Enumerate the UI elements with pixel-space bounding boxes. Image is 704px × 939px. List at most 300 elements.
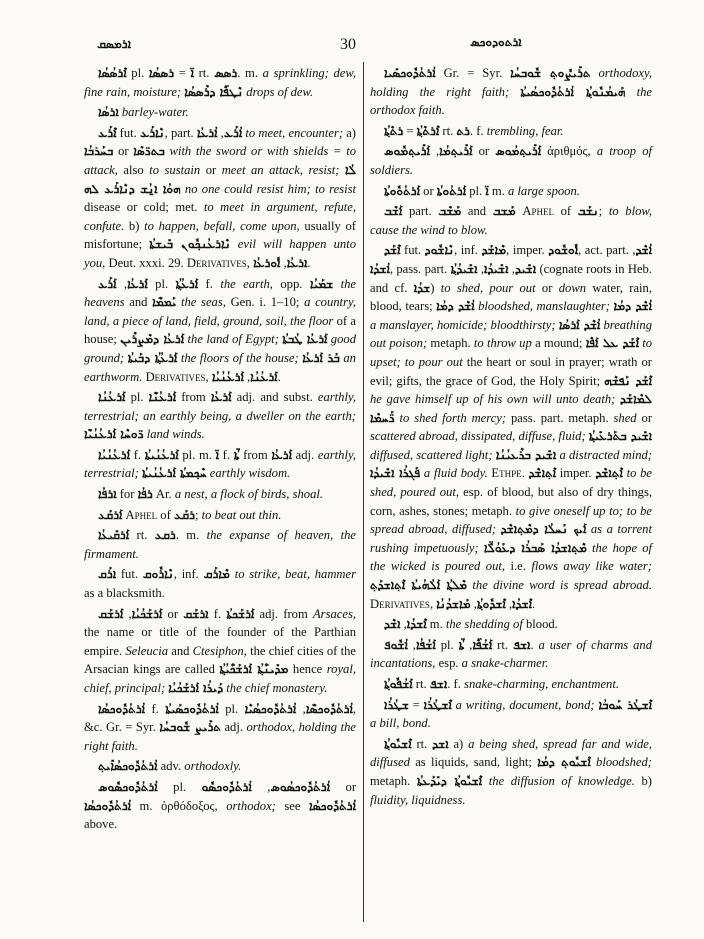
- syriac-text: ܐܰܪܫܰܟܳܝܳܐ: [131, 606, 163, 621]
- entry-text: and: [171, 643, 193, 658]
- entry-text: fluidity, liquidness.: [370, 792, 466, 807]
- entry-text: to shed forth mercy;: [394, 410, 511, 425]
- entry-text: an earthworm.: [84, 350, 356, 384]
- entry-text: he gave himself up of his own will unto death;: [370, 392, 620, 407]
- syriac-text: ܐܫܺܝܕܳܬ݂ܳܐ: [450, 261, 478, 276]
- entry-text: the hope of the wicked is poured out,: [370, 540, 653, 574]
- syriac-text: ܐܫܺܝܕܳܐ: [484, 261, 509, 276]
- syriac-text: ܐܳܫܕܳܐ: [370, 261, 390, 276]
- syriac-text: ܐܰܪܥܳܐ: [271, 447, 292, 462]
- syriac-text: ܐ̈: [485, 183, 489, 198]
- syriac-text: ܐܪܣܳܐ: [98, 105, 119, 120]
- entry-text: scattered abroad, dissipated, diffuse, fluid;: [370, 429, 589, 444]
- entry-text: the seas,: [176, 295, 231, 310]
- entry-text: ,: [123, 606, 132, 621]
- entry-text: Derivatives: [370, 596, 430, 611]
- entry-text: ,: [205, 369, 212, 384]
- entry-text: , inf.: [173, 567, 204, 582]
- entry-text: ,: [505, 596, 513, 611]
- syriac-text: ܪܣܣ: [214, 66, 238, 80]
- entry-text: , act. part.: [578, 243, 633, 258]
- entry-text: a mound;: [535, 336, 586, 351]
- dictionary-entry: [370, 142, 652, 179]
- syriac-text: ܐܳܫܶܕ ܕܡܳܐ: [613, 299, 652, 314]
- entry-text: a country, land, a piece of land, field, ground, soil, the floor: [84, 295, 356, 328]
- entry-text: Aphel: [515, 204, 554, 219]
- entry-text: ,: [400, 617, 407, 632]
- entry-text: the shedding of: [445, 617, 526, 632]
- dictionary-entry: [84, 605, 356, 698]
- entry-text: with the sword or with shields = to attack,: [84, 144, 356, 177]
- syriac-text: ܐܰܪܬܳܘܬܳܐ: [436, 183, 467, 198]
- entry-text: the land of Egypt;: [184, 332, 283, 347]
- column-divider: [363, 62, 364, 922]
- entry-text: pl.: [218, 701, 245, 716]
- syriac-text: ܐܰܪܰܥ: [98, 276, 117, 291]
- entry-text: water, rain, blood, tears;: [370, 280, 652, 314]
- syriac-text: ܐܳܫܶܕ ܐܰܪܣܳܐ: [558, 317, 601, 332]
- syriac-text: ܐܰܪܫܰܟܬܳܐ: [226, 606, 255, 621]
- syriac-text: ܐܶܪܬܶܬ݂ܳܐ: [416, 123, 440, 138]
- entry-text: snake-charming, enchantment.: [464, 677, 619, 691]
- dictionary-entry: [84, 275, 356, 387]
- entry-text: ,: [429, 596, 437, 611]
- dictionary-entry: [370, 64, 652, 120]
- entry-text: , &c. Gr. = Syr.: [84, 701, 357, 735]
- entry-text: ;: [194, 507, 202, 522]
- syriac-text: ܪܩܰܥ: [173, 507, 195, 522]
- syriac-text: ܐܶܫܛܳܪܳܐ: [423, 697, 452, 712]
- entry-text: hence: [288, 662, 327, 677]
- entry-text: f.: [145, 701, 166, 716]
- syriac-text: ܐܶܫܝܽܘܬ݂ܳܐ ܕܝܺܕܰܥܬܳܐ: [416, 773, 483, 788]
- syriac-text: ܝܰܡܡ̈ܶܐ: [152, 295, 177, 310]
- syriac-text: ܐܫܦ: [512, 637, 531, 652]
- entry-text: no one could resist him; to resist: [180, 181, 356, 196]
- entry-text: or: [162, 606, 184, 621]
- entry-text: , inf.: [454, 243, 482, 258]
- syriac-text: ܐܰܪܫܰܩ: [98, 606, 124, 621]
- entry-text: fut.: [116, 567, 143, 582]
- dictionary-entry: [84, 565, 356, 602]
- entry-text: ): [430, 280, 441, 295]
- syriac-text: ܐܰܪܺܝܬ݂ܡܽܘܣ: [384, 144, 430, 159]
- entry-text: b): [641, 773, 652, 788]
- syriac-text: ܐܰܪܩܺܝܥܳܐ: [98, 528, 130, 543]
- dictionary-entry: [370, 202, 652, 239]
- entry-text: to give oneself up to; to be spread abroad, diffused;: [370, 503, 652, 537]
- entry-text: a troop of soldiers.: [370, 144, 652, 177]
- syriac-text: ܐܶܪܰܥ: [98, 125, 117, 140]
- entry-text: to happen, befall, come upon,: [144, 218, 305, 233]
- syriac-text: ܡܶܐܪܰܩ: [203, 567, 230, 582]
- syriac-text: ܐܳܪܬܳܕܽܘܟܣܰܝܬܳܐ: [165, 701, 219, 716]
- entry-text: a bill, bond.: [370, 716, 431, 731]
- entry-text: rt.: [439, 123, 457, 138]
- syriac-text: ܐܶܪܣܳܣܳܐ: [98, 66, 127, 80]
- syriac-text: ܪܦܳܐ: [137, 487, 153, 502]
- entry-text: or: [472, 144, 496, 159]
- entry-text: orthodox;: [226, 798, 285, 813]
- entry-text: see: [284, 798, 309, 813]
- entry-text: a sprinkling; dew, fine rain, moisture;: [84, 66, 357, 99]
- syriac-text: ܐܶܬ݂ܐܫܶܕ: [595, 466, 623, 481]
- syriac-text: ܐܫܺܝܕ ܒܬܰܪܥܺܝܬ݂ܳܐ: [588, 429, 653, 444]
- syriac-text: ܐܫܦ: [429, 677, 448, 691]
- syriac-text: ܐ̈: [190, 66, 194, 80]
- entry-text: ,: [251, 779, 271, 794]
- syriac-text: ܗܰܝܡܳܢܽܘܬ݂ܳܐ ܐܳܪܬܳܕܽܘܟܣܳܝܬܳܐ: [520, 84, 626, 99]
- syriac-text: ܐܶܫܝܽܘܬ݂ ܕܡܳܐ: [537, 755, 591, 770]
- entry-text: to throw up: [473, 336, 536, 351]
- syriac-text: ܐܶܫܰܕ ܢܰܦܫܶܗ: [604, 373, 653, 388]
- syriac-text: ܐܶܫܛܳܪ ܚܰܘܒܳܐ: [598, 697, 653, 712]
- syriac-text: ܐܳܪܬܳܕܽܘܟܣܳܝܶܐ: [244, 701, 297, 716]
- syriac-text: ܐܳܪܬܳܕܽܘܟܣܳܘܣ: [270, 779, 331, 794]
- syriac-text: ܐܪܦܳܐ: [98, 487, 117, 502]
- entry-text: Derivatives: [186, 255, 247, 270]
- entry-text: evil will happen unto you,: [84, 237, 356, 270]
- syriac-text: ܫܕܳܐ: [413, 280, 431, 295]
- entry-text: or: [205, 162, 222, 177]
- syriac-text: ܐܶܫܕܳܐ: [512, 596, 532, 611]
- entry-text: good ground;: [84, 332, 356, 365]
- syriac-text: ܡܰܫܶܒ: [438, 204, 462, 219]
- syriac-text: ܐܪܥܳܐ: [286, 255, 308, 270]
- entry-text: the heavens: [84, 276, 357, 310]
- entry-text: f.: [208, 606, 227, 621]
- syriac-text: ܐܰܪܺܝܬ݂ܡܳܘܣ: [495, 144, 542, 159]
- syriac-text: ܪ̈ܘܚܶܐ ܐܰܪܥܳܢܳܝ̈ܶܐ: [84, 427, 144, 442]
- entry-text: to blow, cause the wind to blow.: [370, 204, 653, 237]
- entry-text: a): [346, 125, 356, 140]
- running-head-right: ܐܪܬܘܕܘܟܣ: [470, 35, 522, 49]
- syriac-text: ܐܰܪܥܳܬ݂ܳܐ: [175, 276, 199, 291]
- left-column: [84, 64, 356, 836]
- entry-text: pl.: [435, 637, 459, 652]
- syriac-text: ܐܳܫܽܘܦ: [384, 637, 408, 652]
- entry-text: ,: [464, 637, 473, 652]
- syriac-text: ܐܫܺܝܕ ܒܪܶܥܝܳܢܳܐ: [495, 447, 557, 462]
- entry-text: the divine word is spread abroad.: [467, 578, 652, 593]
- syriac-text: ܚܶܟ݂ܡܬܳܐ ܐܰܪܥܳܢܳܝܬܳܐ: [141, 466, 207, 481]
- entry-text: a being shed, spread far and wide, diffused: [370, 736, 652, 770]
- syriac-text: ܬܪܺܝܨܽܘܬ݂ ܫܽܘܒܚܳܐ: [510, 66, 591, 80]
- dictionary-entry: [84, 485, 356, 504]
- entry-text: ,: [477, 261, 485, 276]
- entry-text: of a house;: [84, 313, 356, 347]
- entry-text: .: [530, 637, 539, 652]
- syriac-text: ܐܽܘܪܥܳܐ: [253, 255, 281, 270]
- syriac-text: ܐܳܪܥܳܐ: [196, 125, 218, 140]
- entry-text: part.: [402, 204, 439, 219]
- dictionary-entry: [84, 64, 356, 101]
- entry-text: the floors of the house;: [177, 350, 303, 365]
- syriac-text: ܐܰܪܬܳܘܽܘܬܳܐ: [384, 183, 420, 198]
- syriac-text: ܐܳܪܬܳܕܽܘܟܣܽܘ: [201, 779, 252, 794]
- entry-text: a manslayer, homicide; bloodthirsty;: [370, 317, 559, 332]
- entry-text: ,: [296, 701, 306, 716]
- syriac-text: ܡܰܐܫܕܳܢܳܐ: [436, 596, 471, 611]
- entry-text: breathing out poison;: [370, 317, 652, 351]
- entry-text: a snake-charmer.: [461, 656, 549, 671]
- entry-text: the heart or soul in prayer; wrath or evil; gifts, the grace of God, the Holy Spirit;: [370, 354, 652, 388]
- entry-text: to beat out thin.: [201, 507, 282, 522]
- entry-text: adj. from: [254, 606, 313, 621]
- entry-text: =: [408, 697, 424, 712]
- entry-text: pl.: [466, 183, 486, 198]
- entry-text: , the chief cities of the Arsacian kings are called: [84, 643, 356, 677]
- entry-text: . m.: [175, 528, 207, 543]
- entry-text: of: [553, 204, 578, 219]
- syriac-text: ܪܩܥ: [154, 528, 176, 543]
- dictionary-entry: [370, 696, 652, 733]
- entry-text: .: [531, 596, 536, 611]
- syriac-text: ܐܶܫܕܳܐ: [406, 617, 427, 632]
- entry-text: as a torrent rushing impetuously;: [370, 522, 652, 555]
- syriac-text: ܢܫܰܒ: [577, 204, 599, 219]
- entry-text: pl. m.: [178, 447, 216, 462]
- entry-text: for: [116, 487, 138, 502]
- syriac-text: ܐܰܪܥܳܢܳܐ: [250, 369, 278, 384]
- entry-text: i.e.: [510, 559, 532, 574]
- syriac-text: ܠܡܶܐܫܰܕ ܪ̈ܰܚܡܶܐ: [370, 392, 652, 425]
- entry-text: land winds.: [143, 427, 205, 442]
- syriac-text: ܐܪܫܰܩ: [183, 606, 209, 621]
- syriac-text: ܐܶܫܰܕ: [384, 243, 401, 258]
- syriac-text: ܐܳܪܬܳܕܽܘܟܣܺܝܐ: [384, 66, 436, 80]
- entry-text: or: [330, 779, 357, 794]
- syriac-text: ܐܳܪܬܳܕܽܘܟܣ̈ܶܐ: [305, 701, 353, 716]
- entry-text: Ethpe.: [491, 466, 525, 481]
- running-head-left: ܐܪܡܣܩ: [97, 37, 131, 51]
- syriac-text: ܐܰܫܳܦܽܘܬ݂ܳܐ: [384, 677, 413, 691]
- entry-text: from: [239, 447, 272, 462]
- entry-text: metaph.: [430, 336, 474, 351]
- entry-text: ,: [429, 144, 440, 159]
- syriac-text: ܡܶܐܫܰܕ: [481, 243, 507, 258]
- syriac-text: ܐ̈: [215, 447, 219, 462]
- syriac-text: ܐܰܫܳܦ̈ܶܐ: [472, 637, 493, 652]
- syriac-text: ܢܶܛܦ̈ܶܐ ܕܪܶܣܣܳܐ: [184, 84, 244, 99]
- entry-text: the orthodox faith.: [370, 84, 652, 118]
- syriac-text: ܫܛܳܪܳܐ: [384, 697, 409, 712]
- entry-text: ἀριθμός,: [541, 144, 597, 159]
- entry-text: ,: [632, 243, 636, 258]
- entry-text: , imper.: [506, 243, 549, 258]
- syriac-text: ܐܶܫܰܕ ܥܠ ܐܰܦܶܐ: [585, 336, 639, 351]
- entry-text: as liquids, sand, light;: [415, 755, 538, 770]
- syriac-text: ܡܕܺܝܢ̈ܳܬ݂ܳܐ ܐܰܪܫܰܟ̈ܳܝܳܬ݂ܳܐ: [219, 662, 289, 677]
- syriac-text: ܐܰܪܥܳܬ݂ܳܐ ܕܒܰܝܬܳܐ: [127, 350, 178, 365]
- syriac-text: ܐܰܪܥܳܢܳܐ: [98, 390, 126, 405]
- syriac-text: ܐܰܪܥܳܢܳܝܳܐ: [98, 447, 131, 462]
- entry-text: the chief monastery.: [223, 681, 328, 695]
- dictionary-entry: [84, 526, 356, 563]
- syriac-text: ܢܶܐܪܽܘܩ: [142, 567, 174, 582]
- syriac-text: ܬ̈ܳܐ: [458, 637, 465, 652]
- syriac-text: ܐܶܬ݂ܐܫܶܕ: [528, 466, 556, 481]
- entry-text: and: [129, 295, 153, 310]
- entry-text: m. ὀρθόδοξος,: [131, 798, 227, 813]
- entry-text: =: [403, 123, 417, 138]
- entry-text: Gr. = Syr.: [435, 66, 511, 80]
- syriac-text: ܪܬ: [456, 123, 470, 138]
- entry-text: trembling, fear.: [486, 123, 564, 138]
- syriac-text: ܐܳܪܰܥ: [223, 125, 243, 140]
- entry-text: pass. part. metaph.: [511, 410, 614, 425]
- entry-text: . f.: [447, 677, 465, 691]
- syriac-text: ܪܣܣܳܐ: [148, 66, 175, 80]
- syriac-text: ܐܪܰܩ: [98, 567, 117, 582]
- entry-text: Deut. xxxi. 29.: [108, 255, 187, 270]
- entry-text: ,: [508, 261, 515, 276]
- syriac-text: ܐܰܪܥܳܐ ܛܳܒܬܳܐ: [282, 332, 328, 347]
- entry-text: esp. of blood, but also of dry things, corn, ashes, stones; metaph.: [370, 485, 652, 518]
- entry-text: usually of misfortune;: [84, 218, 356, 252]
- entry-text: , part.: [164, 125, 197, 140]
- entry-text: fut.: [400, 243, 425, 258]
- entry-text: .: [277, 369, 281, 384]
- entry-text: ,: [246, 255, 254, 270]
- dictionary-entry: [84, 778, 356, 834]
- syriac-text: ܒܬܪ̈ܣܶܐ: [133, 144, 165, 159]
- syriac-text: ܐܰܪܥܳܐ: [210, 390, 232, 405]
- dictionary-entry: [84, 446, 356, 483]
- entry-text: orthodox, holding the right faith.: [84, 720, 356, 753]
- entry-text: Ctesiphon: [192, 643, 244, 658]
- entry-text: Gen. i. 1–10;: [230, 295, 305, 310]
- entry-text: or: [541, 280, 559, 295]
- entry-text: rt.: [193, 66, 215, 80]
- syriac-text: ܕܰܝܪܳܐ ܐܰܪܫܰܟܳܝܳܐ: [168, 681, 224, 695]
- entry-text: Ar.: [152, 487, 175, 502]
- entry-text: above.: [84, 817, 118, 832]
- entry-text: m.: [488, 183, 508, 198]
- entry-text: royal, chief, principal;: [84, 662, 356, 695]
- syriac-text: ܐܰܫܶܒ: [384, 204, 403, 219]
- dictionary-entry: [370, 182, 652, 201]
- dictionary-entry: [84, 506, 356, 525]
- syriac-text: ܡܶܬ݂ܐܫܕܳܐ ܣܰܒܪܳܐ ܕܥܰܘܳܠ̈ܶܐ: [483, 540, 587, 555]
- syriac-text: ܐܰܪܺܝܬ݂ܡܳܐ: [439, 144, 473, 159]
- entry-text: and: [461, 204, 493, 219]
- syriac-text: ܢܶܐܫܽܘܕ: [424, 243, 455, 258]
- syriac-text: ܫܡܰܝܳܐ: [309, 276, 334, 291]
- dictionary-entry: [370, 241, 652, 613]
- entry-text: , the name or title of the founder of the Parthian empire.: [84, 606, 357, 658]
- entry-text: adj.: [291, 447, 318, 462]
- entry-text: flows away like water;: [531, 559, 652, 574]
- syriac-text: ܐܰܪܥܳܐ ܕܡܶܨܪܶܝܢ: [120, 332, 185, 347]
- entry-text: disease or cold; met.: [84, 200, 204, 215]
- entry-text: to upset; to pour out: [370, 336, 653, 369]
- syriac-text: ܐܰܪܥܳܢ̈ܶܐ: [148, 390, 177, 405]
- entry-text: down: [558, 280, 593, 295]
- entry-text: adj.: [220, 720, 247, 735]
- entry-text: , pass. part.: [389, 261, 451, 276]
- entry-text: rt.: [129, 528, 155, 543]
- entry-text: pl.: [126, 66, 149, 80]
- entry-text: pl.: [147, 276, 176, 291]
- syriac-text: ܐܫܶܕ: [384, 617, 401, 632]
- entry-text: metaph.: [370, 773, 417, 788]
- entry-text: ,: [116, 276, 128, 291]
- syriac-text: ܡܰܫܒ: [492, 204, 516, 219]
- dictionary-entry: [84, 388, 356, 444]
- page-number: 30: [340, 36, 356, 53]
- entry-text: adj. and subst.: [231, 390, 318, 405]
- entry-text: of: [157, 507, 174, 522]
- entry-text: .: [307, 255, 311, 270]
- entry-text: b): [128, 218, 145, 233]
- entry-text: rt.: [412, 677, 430, 691]
- entry-text: earthly, terrestrial;: [84, 447, 356, 481]
- entry-text: drops of dew.: [243, 84, 314, 99]
- syriac-text: ܬܪܺܝܨ ܫܽܘܒܚܳܐ: [159, 720, 221, 735]
- entry-text: shed: [613, 410, 642, 425]
- syriac-text: ܒܚܰܪܒܳܐ: [84, 144, 114, 159]
- entry-text: a fluid body.: [420, 466, 492, 481]
- syriac-text: ܬ̈ܳܐ: [233, 447, 240, 462]
- syriac-text: ܡܶܠܬ݂ܳܐ ܐܰܠܳܗܳܝܬܳܐ ܐܶܬ݂ܐܫܕܰܬ݂: [370, 578, 468, 593]
- entry-text: (cognate roots in Heb. and cf.: [370, 261, 653, 295]
- entry-text: a writing, document, bond;: [451, 697, 599, 712]
- entry-text: or: [113, 144, 134, 159]
- syriac-text: ܐܰܪܥܳܐ: [127, 276, 148, 291]
- right-column: [370, 64, 652, 811]
- entry-text: to be shed, poured out,: [370, 466, 652, 500]
- entry-text: a large spoon.: [507, 183, 580, 198]
- syriac-text: ܦܰܓܪܳܐ ܐܫܺܝܕܳܐ: [370, 466, 421, 481]
- syriac-text: ܢܶܐܪܥܳܢܟ݂ܽܘܢ ܒܺܝܫܬܳܐ: [149, 237, 231, 252]
- entry-text: esp.: [438, 656, 462, 671]
- syriac-text: ܢܶܐܪܰܥ: [139, 125, 165, 140]
- entry-text: or: [420, 183, 437, 198]
- entry-text: Seleucia: [125, 643, 172, 658]
- entry-text: the diffusion of knowledge.: [482, 773, 642, 788]
- syriac-text: ܐܰܪܥܳܢܳܝܳܐ: [211, 369, 244, 384]
- entry-text: from: [176, 390, 211, 405]
- syriac-text: ܐܳܪܬܳܕܽܘܟܣܳܐ: [98, 701, 146, 716]
- entry-text: to meet in argument, refute, confute.: [84, 200, 357, 233]
- dictionary-entry: [370, 122, 652, 141]
- entry-text: barley-water.: [118, 105, 189, 120]
- entry-text: . f.: [469, 123, 487, 138]
- syriac-text: ܐܽܘܫܽܘܕ: [548, 243, 579, 258]
- entry-text: f.: [130, 447, 145, 462]
- entry-text: rt.: [492, 637, 513, 652]
- syriac-text: ܐܫܕ: [432, 736, 449, 751]
- syriac-text: ܐܶܫܝܽܘܬ݂ܳܐ: [384, 736, 412, 751]
- entry-text: to shed, pour out: [440, 280, 542, 295]
- entry-text: f.: [218, 447, 234, 462]
- entry-text: the expanse of heaven, the firmament.: [84, 528, 357, 561]
- entry-text: bloodshed;: [590, 755, 652, 770]
- entry-text: adv.: [157, 759, 185, 774]
- entry-text: or: [641, 410, 653, 425]
- entry-text: f.: [198, 276, 221, 291]
- entry-text: fut.: [116, 125, 140, 140]
- syriac-text: ܐܳܫܶܕ ܕܡܳܐ: [436, 299, 475, 314]
- entry-text: m.: [426, 617, 446, 632]
- dictionary-entry: [370, 636, 652, 673]
- dictionary-entry: [84, 124, 356, 273]
- syriac-text: ܐܳܪܬܳܕܽܘܟܣܳܐ: [84, 798, 132, 813]
- entry-text: ;: [598, 204, 609, 219]
- entry-text: ,: [407, 637, 416, 652]
- entry-text: ,: [243, 369, 251, 384]
